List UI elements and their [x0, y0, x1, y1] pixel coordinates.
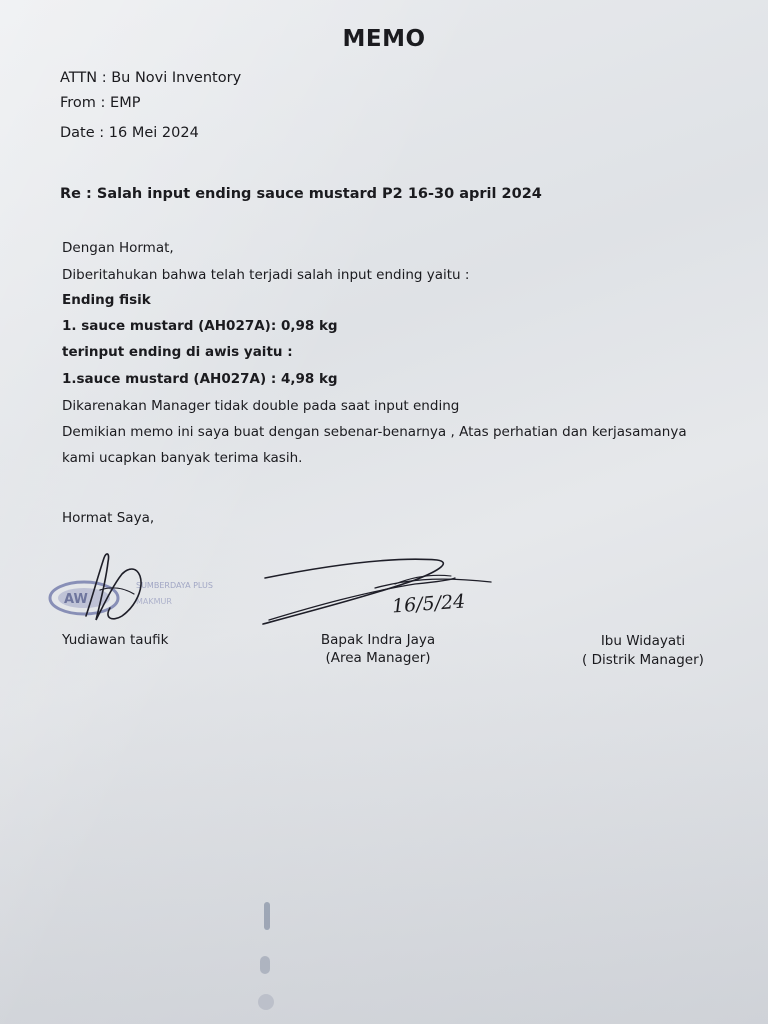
subject-line: Re : Salah input ending sauce mustard P2 16-30 april 2024 — [60, 186, 542, 202]
signer-1-name: Yudiawan taufik — [62, 632, 169, 648]
from-line: From : EMP — [60, 95, 141, 111]
handwritten-date: 16/5/24 — [391, 590, 466, 618]
system-heading: terinput ending di awis yaitu : — [62, 344, 293, 360]
greeting: Dengan Hormat, — [62, 240, 174, 256]
memo-title: MEMO — [342, 26, 426, 52]
reason-text: Dikarenakan Manager tidak double pada saat input ending — [62, 398, 460, 414]
closing-line-2: kami ucapkan banyak terima kasih. — [62, 450, 303, 466]
date-line: Date : 16 Mei 2024 — [60, 125, 199, 141]
physical-item: 1. sauce mustard (AH027A): 0,98 kg — [62, 318, 338, 334]
signer-2-role: (Area Manager) — [325, 650, 431, 666]
system-item: 1.sauce mustard (AH027A) : 4,98 kg — [62, 371, 338, 387]
svg-text:SUMBERDAYA PLUS: SUMBERDAYA PLUS — [136, 581, 213, 590]
signer-2-name: Bapak Indra Jaya — [320, 632, 436, 648]
svg-text:AW: AW — [64, 592, 88, 607]
signer-3-role: ( Distrik Manager) — [582, 652, 704, 668]
physical-heading: Ending fisik — [62, 292, 151, 308]
closing-line-1: Demikian memo ini saya buat dengan sebenar-benarnya , Atas perhatian dan kerjasamanya — [62, 424, 687, 440]
signer-3-name: Ibu Widayati — [600, 633, 686, 649]
intro-text: Diberitahukan bahwa telah terjadi salah input ending yaitu : — [62, 267, 470, 283]
ink-smudge — [250, 898, 286, 1018]
regards-text: Hormat Saya, — [62, 510, 155, 526]
attn-line: ATTN : Bu Novi Inventory — [60, 70, 242, 86]
signature-2 — [255, 548, 500, 630]
signature-1 — [78, 546, 158, 628]
svg-text:MAKMUR: MAKMUR — [136, 597, 172, 606]
